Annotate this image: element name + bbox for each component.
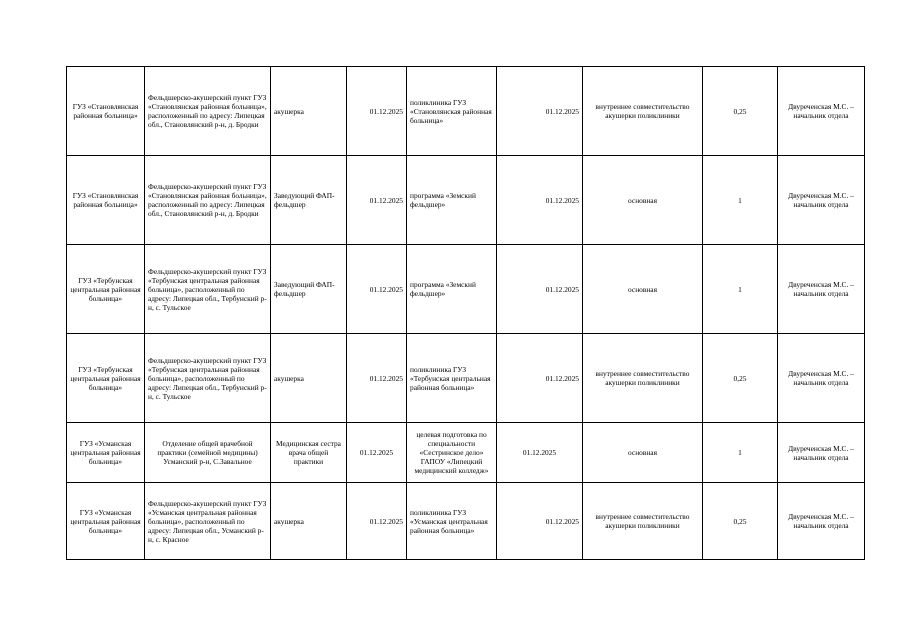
cell-fill-date: 01.12.2025 (497, 156, 583, 245)
cell-rate: 1 (703, 245, 778, 334)
cell-source: целевая подготовка по специальности «Сестринское дело» ГАПОУ «Липецкий медицинский колледж» (407, 423, 497, 483)
cell-unit: Фельдшерско-акушерский пункт ГУЗ «Тербунская центральная районная больница», расположенный по адресу: Липецкая обл., Тербунский р-н, с. Тульское (145, 245, 271, 334)
cell-rate: 0,25 (703, 67, 778, 156)
cell-unit: Фельдшерско-акушерский пункт ГУЗ «Усманская центральная районная больница», расположенный по адресу: Липецкая обл., Усманский р-н, с. Красное (145, 483, 271, 560)
cell-organization: ГУЗ «Усманская центральная районная больница» (67, 423, 145, 483)
vacancy-table (66, 66, 865, 560)
cell-employment-type: внутреннее совместительство акушерки поликлиники (583, 334, 703, 423)
cell-employment-type: основная (583, 156, 703, 245)
cell-position: акушерка (271, 483, 347, 560)
cell-fill-date: 01.12.2025 (497, 245, 583, 334)
cell-start-date: 01.12.2025 (347, 423, 407, 483)
cell-source: программа «Земский фельдшер» (407, 156, 497, 245)
table-row (67, 156, 865, 245)
cell-position: Заведующий ФАП-фельдшер (271, 245, 347, 334)
table-row (67, 67, 865, 156)
cell-position: акушерка (271, 334, 347, 423)
cell-rate: 1 (703, 156, 778, 245)
cell-source: поликлиника ГУЗ «Становлянская районная больница» (407, 67, 497, 156)
cell-start-date: 01.12.2025 (347, 483, 407, 560)
cell-position: акушерка (271, 67, 347, 156)
cell-responsible: Двуреченская М.С. – начальник отдела (778, 483, 865, 560)
cell-fill-date: 01.12.2025 (497, 483, 583, 560)
cell-responsible: Двуреченская М.С. – начальник отдела (778, 423, 865, 483)
cell-rate: 0,25 (703, 483, 778, 560)
cell-employment-type: внутреннее совместительство акушерки поликлиники (583, 483, 703, 560)
cell-position: Медицинская сестра врача общей практики (271, 423, 347, 483)
cell-organization: ГУЗ «Усманская центральная районная больница» (67, 483, 145, 560)
table-row (67, 483, 865, 560)
cell-unit: Отделение общей врачебной практики (семейной медицины) Усманский р-н, С.Завальное (145, 423, 271, 483)
cell-source: программа «Земский фельдшер» (407, 245, 497, 334)
cell-fill-date: 01.12.2025 (497, 67, 583, 156)
cell-employment-type: внутреннее совместительство акушерки поликлиники (583, 67, 703, 156)
table-row (67, 334, 865, 423)
table-body (67, 67, 865, 560)
cell-organization: ГУЗ «Становлянская районная больница» (67, 156, 145, 245)
table-row (67, 423, 865, 483)
cell-unit: Фельдшерско-акушерский пункт ГУЗ «Становлянская районная больница», расположенный по адресу: Липецкая обл., Становлянский р-н, д. Бродки (145, 156, 271, 245)
table-row (67, 245, 865, 334)
cell-organization: ГУЗ «Становлянская районная больница» (67, 67, 145, 156)
cell-organization: ГУЗ «Тербунская центральная районная больница» (67, 334, 145, 423)
cell-fill-date: 01.12.2025 (497, 334, 583, 423)
cell-employment-type: основная (583, 245, 703, 334)
cell-responsible: Двуреченская М.С. – начальник отдела (778, 156, 865, 245)
cell-start-date: 01.12.2025 (347, 245, 407, 334)
cell-fill-date: 01.12.2025 (497, 423, 583, 483)
cell-responsible: Двуреченская М.С. – начальник отдела (778, 67, 865, 156)
cell-start-date: 01.12.2025 (347, 156, 407, 245)
cell-source: поликлиника ГУЗ «Усманская центральная районная больница» (407, 483, 497, 560)
cell-responsible: Двуреченская М.С. – начальник отдела (778, 334, 865, 423)
cell-unit: Фельдшерско-акушерский пункт ГУЗ «Тербунская центральная районная больница», расположенный по адресу: Липецкая обл., Тербунский р-н, с. Тульское (145, 334, 271, 423)
cell-rate: 1 (703, 423, 778, 483)
cell-start-date: 01.12.2025 (347, 334, 407, 423)
cell-position: Заведующий ФАП-фельдшер (271, 156, 347, 245)
cell-organization: ГУЗ «Тербунская центральная районная больница» (67, 245, 145, 334)
cell-source: поликлиника ГУЗ «Тербунская центральная районная больница» (407, 334, 497, 423)
cell-start-date: 01.12.2025 (347, 67, 407, 156)
cell-employment-type: основная (583, 423, 703, 483)
cell-responsible: Двуреченская М.С. – начальник отдела (778, 245, 865, 334)
cell-rate: 0,25 (703, 334, 778, 423)
cell-unit: Фельдшерско-акушерский пункт ГУЗ «Становлянская районная больница», расположенный по адресу: Липецкая обл., Становлянский р-н, д. Бродки (145, 67, 271, 156)
